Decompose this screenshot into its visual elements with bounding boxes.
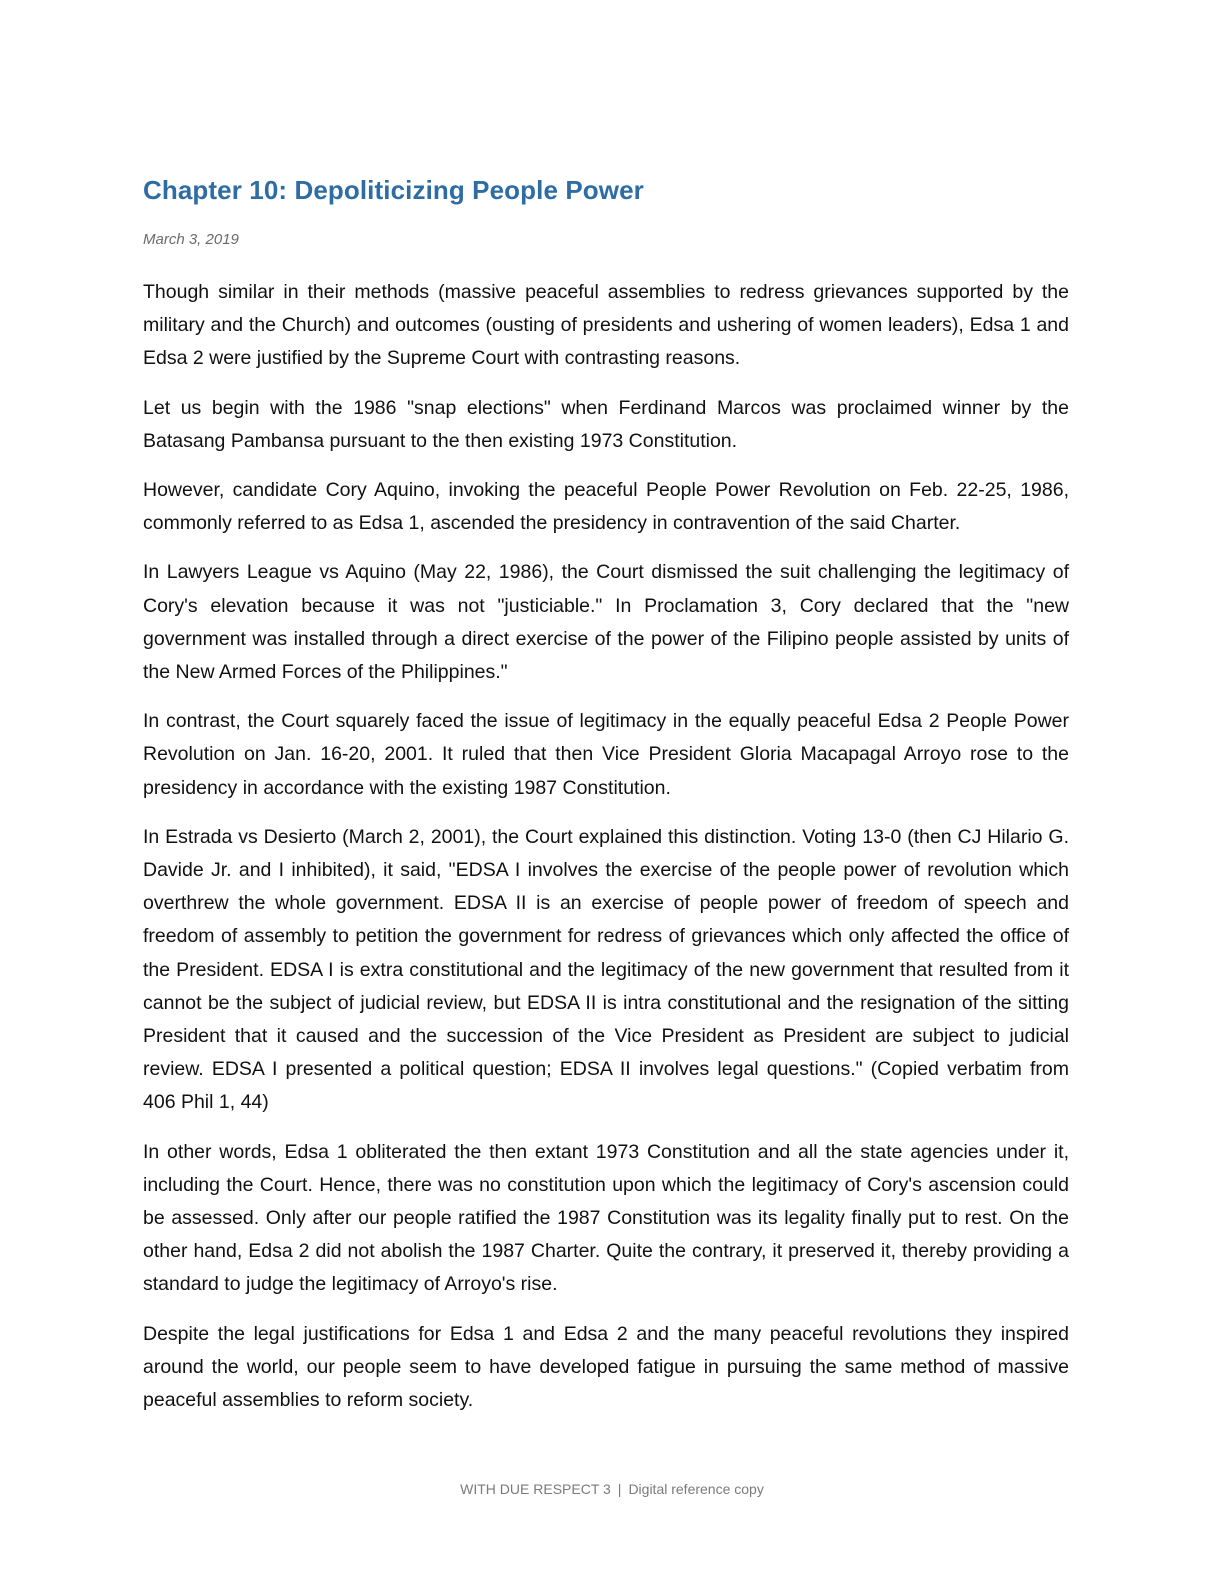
article-body xyxy=(143,276,1069,1417)
paragraph-2: Let us begin with the 1986 "snap elections" when Ferdinand Marcos was proclaimed winner by the Batasang Pambansa pursuant to the then existing 1973 Constitution. xyxy=(143,396,1069,452)
footer-separator: | xyxy=(617,1481,622,1497)
chapter-title: Chapter 10: Depoliticizing People Power xyxy=(143,175,644,205)
paragraph-7: In other words, Edsa 1 obliterated the then extant 1973 Constitution and all the state agencies under it, including the Court. Hence, there was no constitution upon which the legitimacy of Cory's ascension could be assessed. Only after our people ratified the 1987 Constitution was its legality finally put to rest. On the other hand, Edsa 2 did not abolish the 1987 Charter. Quite the contrary, it preserved it, thereby providing a standard to judge the legitimacy of Arroyo's rise. xyxy=(143,1140,1069,1296)
page-footer xyxy=(0,1479,1224,1499)
paragraph-5: In contrast, the Court squarely faced the issue of legitimacy in the equally peaceful Edsa 2 People Power Revolution on Jan. 16-20, 2001. It ruled that then Vice President Gloria Macapagal Arroyo rose to the presidency in accordance with the existing 1987 Constitution. xyxy=(143,710,1069,799)
paragraph-4: In Lawyers League vs Aquino (May 22, 1986), the Court dismissed the suit challenging the legitimacy of Cory's elevation because it was not "justiciable." In Proclamation 3, Cory declared that the "new government was installed through a direct exercise of the power of the Filipino people assisted by units of the New Armed Forces of the Philippines." xyxy=(143,561,1069,684)
footer-book-page: WITH DUE RESPECT 3 xyxy=(460,1481,611,1497)
paragraph-3: However, candidate Cory Aquino, invoking the peaceful People Power Revolution on Feb. 22-25, 1986, commonly referred to as Edsa 1, ascended the presidency in contravention of the said Charter. xyxy=(143,479,1069,535)
chapter-date: March 3, 2019 xyxy=(143,231,239,248)
paragraph-8: Despite the legal justifications for Edsa 1 and Edsa 2 and the many peaceful revolutions they inspired around the world, our people seem to have developed fatigue in pursuing the same method of massive peaceful assemblies to reform society. xyxy=(143,1322,1069,1412)
paragraph-6: In Estrada vs Desierto (March 2, 2001), the Court explained this distinction. Voting 13-0 (then CJ Hilario G. Davide Jr. and I inhibited), it said, "EDSA I involves the exercise of the people power of revolution which overthrew the whole government. EDSA II is an exercise of people power of freedom of speech and freedom of assembly to petition the government for redress of grievances which only affected the office of the President. EDSA I is extra constitutional and the legitimacy of the new government that resulted from it cannot be the subject of judicial review, but EDSA II is intra constitutional and the resignation of the sitting President that it caused and the succession of the Vice President as President are subject to judicial review. EDSA I presented a political question; EDSA II involves legal questions." (Copied verbatim from 406 Phil 1, 44) xyxy=(143,825,1069,1114)
page-content xyxy=(143,168,1069,1433)
footer-copy-note: Digital reference copy xyxy=(628,1481,764,1497)
paragraph-1: Though similar in their methods (massive peaceful assemblies to redress grievances supported by the military and the Church) and outcomes (ousting of presidents and ushering of women leaders), Edsa 1 and Edsa 2 were justified by the Supreme Court with contrasting reasons. xyxy=(143,281,1069,370)
